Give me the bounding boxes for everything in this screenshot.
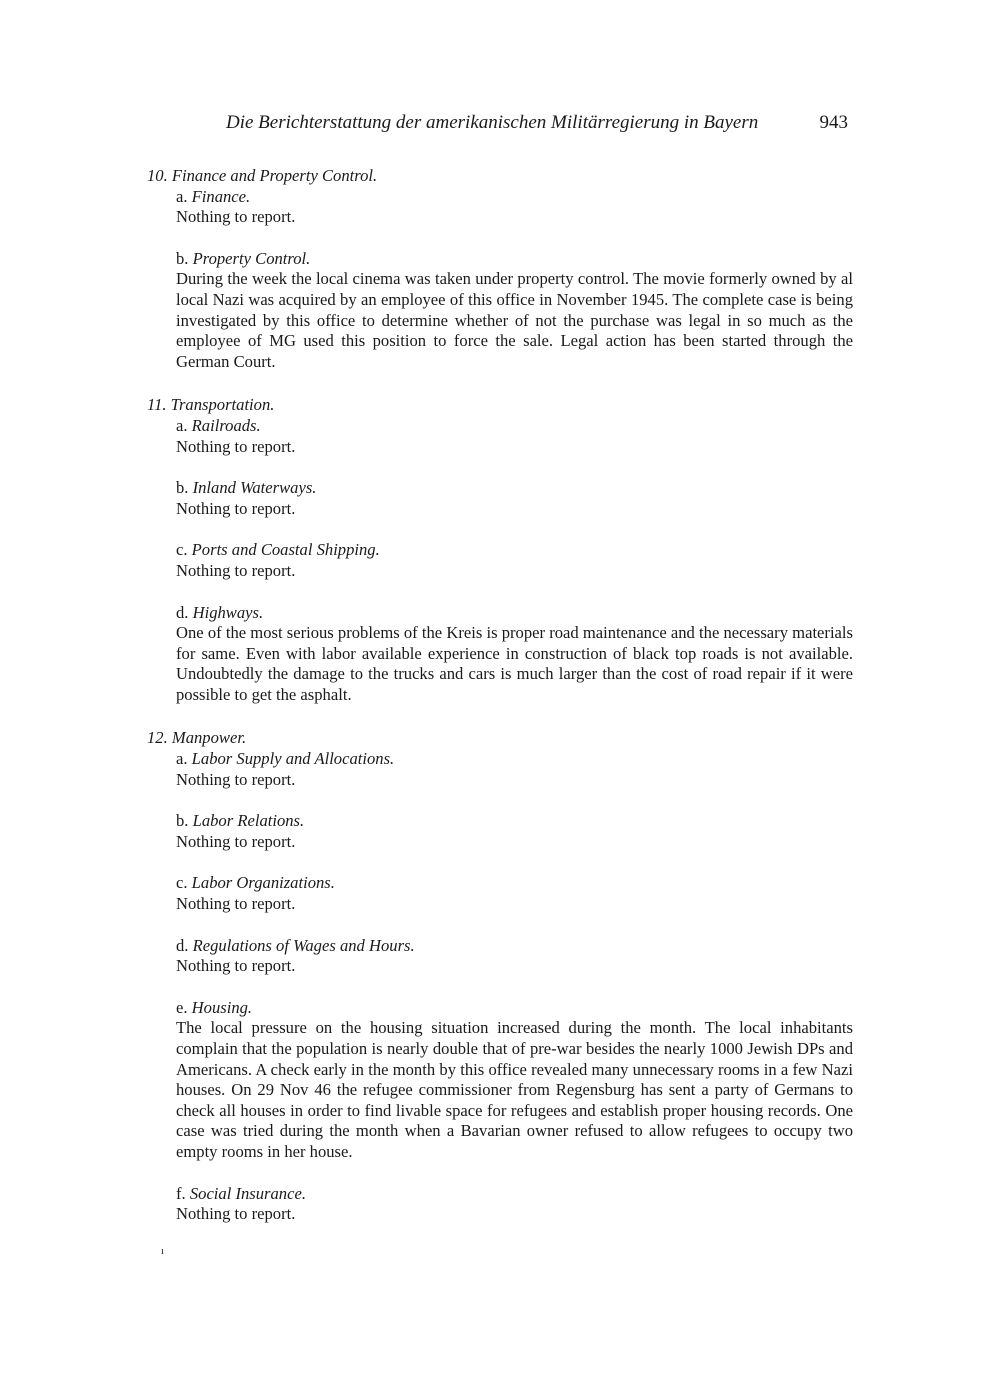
subsection-heading bbox=[176, 416, 853, 437]
subsection-social-insurance bbox=[176, 1184, 853, 1225]
subsection-title: Finance. bbox=[191, 186, 251, 206]
subsection-text: Nothing to report. bbox=[176, 769, 296, 789]
subsection-heading bbox=[176, 478, 853, 499]
subsection-regulations-wages-hours bbox=[176, 936, 853, 977]
subsection-highways bbox=[176, 603, 853, 706]
subsection-text: Nothing to report. bbox=[176, 560, 296, 580]
section-heading: 11. Transportation. bbox=[147, 395, 275, 415]
subsection-heading bbox=[176, 749, 853, 770]
subsection-heading bbox=[176, 811, 853, 832]
subsection-title: Housing. bbox=[191, 997, 253, 1017]
subsection-text: Nothing to report. bbox=[176, 831, 296, 851]
section-transportation bbox=[147, 395, 853, 705]
subsection-title: Labor Organizations. bbox=[191, 873, 335, 893]
subsection-title: Inland Waterways. bbox=[192, 478, 317, 498]
subsection-labor-organizations bbox=[176, 873, 853, 914]
subsection-letter: d. bbox=[176, 935, 189, 955]
subsection-labor-supply bbox=[176, 749, 853, 790]
subsection-housing bbox=[176, 998, 853, 1163]
subsection-letter: b. bbox=[176, 811, 189, 831]
subsection-text: Nothing to report. bbox=[176, 436, 296, 456]
page-number: 943 bbox=[819, 112, 848, 133]
subsection-title: Social Insurance. bbox=[189, 1183, 306, 1203]
subsection-text: Nothing to report. bbox=[176, 1204, 296, 1224]
subsection-letter: a. bbox=[176, 749, 188, 769]
subsection-finance bbox=[176, 187, 853, 228]
subsection-heading bbox=[176, 603, 853, 624]
subsection-text: The local pressure on the housing situation increased during the month. The local inhabitants complain that the population is nearly double that of pre-war besides the nearly 1000 Jewish DPs and Americans. A check early in the month by this office revealed many unnecessary rooms in a few Nazi houses. On 29 Nov 46 the refugee commissioner from Regensburg has sent a party of Germans to check all houses in order to find livable space for refugees and establish proper housing records. One case was tried during the month when a Bavarian owner refused to allow refugees to occupy two empty rooms in her house. bbox=[176, 1018, 853, 1161]
subsection-letter: c. bbox=[176, 540, 188, 560]
subsection-text: During the week the local cinema was taken under property control. The movie formerly owned by al local Nazi was acquired by an employee of this office in November 1945. The complete case is being investigated by this office to determine whether of not the purchase was legal in so much as the employee of MG used this position to force the sale. Legal action has been started through the German Court. bbox=[176, 269, 853, 371]
subsection-title: Railroads. bbox=[191, 415, 261, 435]
page-header bbox=[226, 112, 850, 138]
section-manpower bbox=[147, 728, 853, 1224]
subsection-letter: d. bbox=[176, 602, 189, 622]
subsection-labor-relations bbox=[176, 811, 853, 852]
subsection-letter: e. bbox=[176, 997, 188, 1017]
subsection-letter: b. bbox=[176, 248, 189, 268]
subsection-letter: a. bbox=[176, 415, 188, 435]
subsection-letter: a. bbox=[176, 186, 188, 206]
subsection-heading bbox=[176, 249, 853, 270]
section-finance-property-control bbox=[147, 166, 853, 372]
stray-print-mark: ı bbox=[161, 1246, 164, 1257]
subsection-heading bbox=[176, 187, 853, 208]
subsection-title: Property Control. bbox=[192, 248, 311, 268]
subsection-ports-coastal-shipping bbox=[176, 540, 853, 581]
subsection-text: Nothing to report. bbox=[176, 207, 296, 227]
section-heading: 10. Finance and Property Control. bbox=[147, 166, 378, 185]
subsection-text: Nothing to report. bbox=[176, 894, 296, 914]
subsection-title: Labor Supply and Allocations. bbox=[191, 749, 395, 769]
subsection-inland-waterways bbox=[176, 478, 853, 519]
subsection-heading bbox=[176, 540, 853, 561]
subsection-text: Nothing to report. bbox=[176, 498, 296, 518]
subsection-railroads bbox=[176, 416, 853, 457]
subsection-title: Ports and Coastal Shipping. bbox=[191, 540, 380, 560]
subsection-heading bbox=[176, 936, 853, 957]
subsection-heading bbox=[176, 1184, 853, 1205]
running-title: Die Berichterstattung der amerikanischen Militärregierung in Bayern bbox=[226, 112, 759, 133]
subsection-letter: b. bbox=[176, 478, 189, 498]
subsection-text: One of the most serious problems of the Kreis is proper road maintenance and the necessary materials for same. Even with labor available experience in construction of black top roads is not available. Undoubtedly the damage to the trucks and cars is much larger than the cost of road repair if it were possible to get the asphalt. bbox=[176, 623, 853, 704]
subsection-title: Labor Relations. bbox=[192, 811, 305, 831]
subsection-letter: c. bbox=[176, 873, 188, 893]
subsection-title: Highways. bbox=[192, 602, 264, 622]
subsection-text: Nothing to report. bbox=[176, 956, 296, 976]
document-body bbox=[147, 166, 853, 1248]
section-heading: 12. Manpower. bbox=[147, 728, 247, 748]
subsection-heading bbox=[176, 998, 853, 1019]
subsection-letter: f. bbox=[176, 1183, 186, 1203]
subsection-title: Regulations of Wages and Hours. bbox=[192, 935, 415, 955]
subsection-property-control bbox=[176, 249, 853, 373]
subsection-heading bbox=[176, 873, 853, 894]
